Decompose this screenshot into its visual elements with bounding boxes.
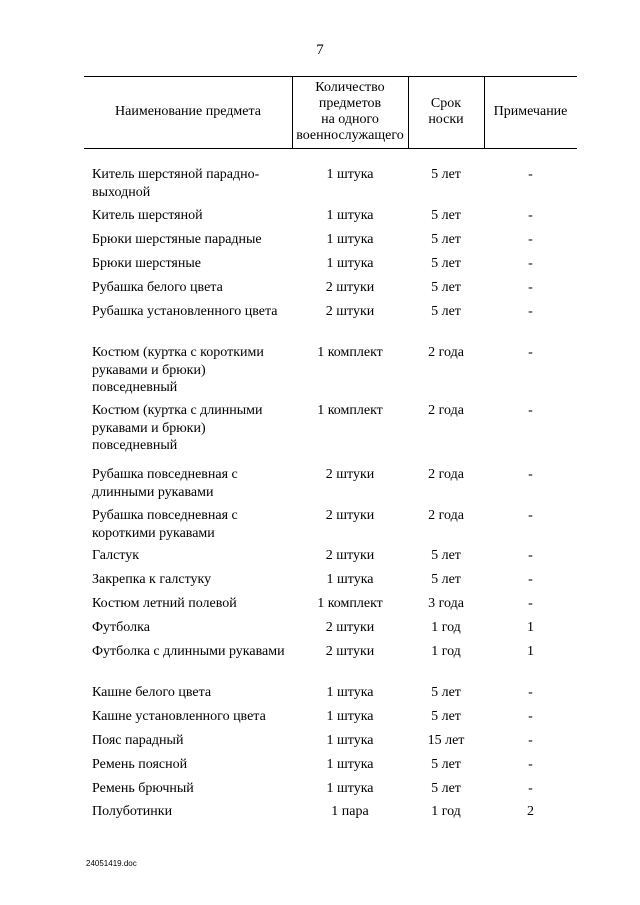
item-name: Брюки шерстяные	[92, 256, 201, 271]
header-term: Срок носки	[428, 96, 464, 127]
item-note: 2	[527, 804, 534, 819]
item-note: -	[528, 280, 533, 295]
item-name: Кашне установленного цвета	[92, 709, 266, 724]
item-term: 5 лет	[431, 781, 461, 796]
item-quantity: 1 комплект	[317, 596, 383, 611]
item-quantity: 1 штука	[326, 256, 374, 271]
item-name: Китель шерстяной	[92, 208, 203, 223]
item-name: Костюм (куртка с короткими рукавами и брюки) повседневный	[92, 345, 264, 395]
item-term: 5 лет	[431, 548, 461, 563]
item-name: Костюм летний полевой	[92, 596, 237, 611]
item-term: 5 лет	[431, 208, 461, 223]
item-name: Футболка с длинными рукавами	[92, 644, 285, 659]
item-term: 5 лет	[431, 304, 461, 319]
item-note: 1	[527, 644, 534, 659]
item-quantity: 1 штука	[326, 232, 374, 247]
item-quantity: 1 штука	[326, 572, 374, 587]
header-term-cell	[408, 76, 484, 148]
item-term: 5 лет	[431, 757, 461, 772]
header-note: Примечание	[493, 104, 568, 119]
item-note: -	[528, 232, 533, 247]
item-note: 1	[527, 620, 534, 635]
item-name: Ремень поясной	[92, 757, 188, 772]
item-quantity: 1 пара	[331, 804, 369, 819]
item-note: -	[528, 467, 533, 482]
header-note-cell	[484, 76, 577, 148]
item-note: -	[528, 709, 533, 724]
item-quantity: 1 штука	[326, 208, 374, 223]
item-note: -	[528, 685, 533, 700]
item-term: 5 лет	[431, 572, 461, 587]
item-note: -	[528, 304, 533, 319]
item-term: 2 года	[428, 345, 464, 360]
item-quantity: 1 штука	[326, 685, 374, 700]
item-name: Костюм (куртка с длинными рукавами и брюки) повседневный	[92, 403, 263, 453]
item-note: -	[528, 403, 533, 418]
item-note: -	[528, 548, 533, 563]
item-note: -	[528, 733, 533, 748]
item-term: 2 года	[428, 508, 464, 523]
item-quantity: 2 штуки	[325, 644, 375, 659]
item-quantity: 2 штуки	[325, 620, 375, 635]
item-term: 5 лет	[431, 256, 461, 271]
item-term: 2 года	[428, 467, 464, 482]
item-quantity: 2 штуки	[325, 467, 375, 482]
item-quantity: 1 штука	[326, 167, 374, 182]
item-note: -	[528, 508, 533, 523]
document-filename: 24051419.doc	[86, 859, 137, 868]
item-term: 5 лет	[431, 709, 461, 724]
page-number: 7	[316, 42, 324, 58]
item-name: Полуботинки	[92, 804, 173, 819]
header-name: Наименование предмета	[115, 104, 261, 119]
item-quantity: 2 штуки	[325, 548, 375, 563]
item-quantity: 1 комплект	[317, 345, 383, 360]
item-name: Брюки шерстяные парадные	[92, 232, 262, 247]
header-quantity: Количество предметов на одного военнослужащего	[296, 80, 404, 143]
item-name: Закрепка к галстуку	[92, 572, 212, 587]
item-note: -	[528, 781, 533, 796]
item-name: Ремень брючный	[92, 781, 194, 796]
item-term: 3 года	[428, 596, 464, 611]
item-note: -	[528, 596, 533, 611]
item-note: -	[528, 345, 533, 360]
item-term: 1 год	[431, 644, 461, 659]
item-term: 5 лет	[431, 685, 461, 700]
item-quantity: 2 штуки	[325, 304, 375, 319]
item-name: Пояс парадный	[92, 733, 184, 748]
item-name: Футболка	[92, 620, 150, 635]
item-quantity: 1 штука	[326, 709, 374, 724]
item-term: 15 лет	[427, 733, 465, 748]
item-name: Китель шерстяной парадно-выходной	[92, 167, 260, 200]
header-name-cell	[84, 76, 292, 148]
item-name: Рубашка установленного цвета	[92, 304, 278, 319]
item-name: Галстук	[92, 548, 140, 563]
item-note: -	[528, 167, 533, 182]
item-note: -	[528, 572, 533, 587]
item-term: 5 лет	[431, 167, 461, 182]
item-quantity: 2 штуки	[325, 280, 375, 295]
item-term: 1 год	[431, 620, 461, 635]
item-term: 2 года	[428, 403, 464, 418]
item-note: -	[528, 757, 533, 772]
item-quantity: 1 штука	[326, 781, 374, 796]
item-term: 5 лет	[431, 232, 461, 247]
header-bottom-rule	[84, 148, 577, 149]
item-term: 5 лет	[431, 280, 461, 295]
item-name: Рубашка повседневная с длинными рукавами	[92, 467, 238, 500]
item-quantity: 1 комплект	[317, 403, 383, 418]
item-note: -	[528, 256, 533, 271]
item-quantity: 1 штука	[326, 757, 374, 772]
item-quantity: 1 штука	[326, 733, 374, 748]
item-term: 1 год	[431, 804, 461, 819]
item-quantity: 2 штуки	[325, 508, 375, 523]
item-name: Рубашка повседневная с короткими рукавами	[92, 508, 238, 541]
header-quantity-cell	[292, 76, 408, 148]
item-note: -	[528, 208, 533, 223]
item-name: Кашне белого цвета	[92, 685, 212, 700]
item-name: Рубашка белого цвета	[92, 280, 223, 295]
